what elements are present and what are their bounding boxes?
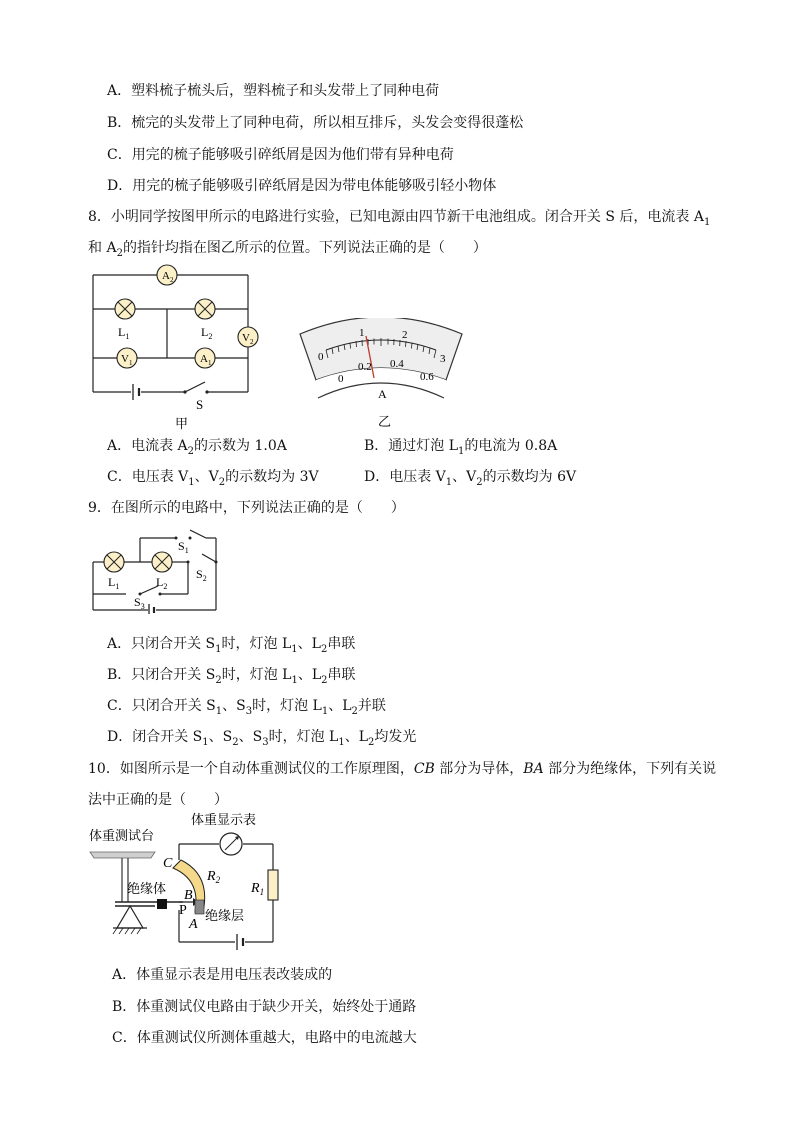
q8-option-d: D．电压表 $V_1$、$V_2$的示数均为 6V — [364, 469, 577, 488]
svg-text:0.2: 0.2 — [358, 361, 372, 373]
svg-text:0: 0 — [338, 373, 344, 385]
svg-text:V2: $V_2$ — [242, 332, 254, 346]
svg-text:0.4: 0.4 — [390, 358, 404, 370]
svg-text:0: 0 — [318, 351, 324, 363]
svg-text:体重测试台: 体重测试台 — [89, 829, 155, 844]
svg-text:S2: $S_2$ — [196, 567, 207, 583]
q10-option-a: A．体重显示表是用电压表改装成的 — [112, 967, 333, 983]
weight-display-meter-icon — [220, 833, 242, 855]
q8-option-a: A．电流表 $A_2$的示数为 1.0A — [107, 438, 287, 457]
svg-text:S3: $S_3$ — [134, 595, 145, 611]
svg-text:A: A — [189, 917, 198, 932]
voltmeter-v2-icon — [238, 327, 258, 347]
svg-text:绝缘层: 绝缘层 — [205, 909, 245, 924]
q10-stem-line1: 10．如图所示是一个自动体重测试仪的工作原理图，CB 部分为导体，BA 部分为绝缘体，下列有关说 — [88, 761, 717, 777]
svg-text:L2: $L_2$ — [201, 325, 213, 341]
q7-option-b: B．梳完的头发带上了同种电荷，所以相互排斥，头发会变得很蓬松 — [107, 115, 524, 131]
q8-ammeter-dial-yi — [296, 318, 466, 433]
svg-text:A1: $A_1$ — [200, 353, 212, 367]
svg-text:体重显示表: 体重显示表 — [191, 813, 257, 828]
q7-option-c: C．用完的梳子能够吸引碎纸屑是因为他们带有异种电荷 — [107, 147, 454, 163]
svg-text:乙: 乙 — [378, 415, 392, 430]
svg-text:绝缘体: 绝缘体 — [127, 882, 167, 897]
svg-text:V1: $V_1$ — [121, 353, 133, 367]
svg-text:R2: $R_2$ — [207, 869, 221, 885]
q10-stem-line2: 法中正确的是（ ） — [88, 792, 228, 808]
svg-text:R1: $R_1$ — [251, 881, 265, 897]
q10-option-b: B．体重测试仪电路由于缺少开关，始终处于通路 — [112, 999, 417, 1015]
svg-text:L2: $L_2$ — [156, 575, 168, 591]
svg-text:S: S — [196, 397, 204, 412]
svg-text:A2: $A_2$ — [162, 270, 174, 284]
svg-text:L1: $L_1$ — [118, 325, 130, 341]
q7-option-a: A．塑料梳子梳头后，塑料梳子和头发带上了同种电荷 — [107, 83, 440, 99]
lamp-l1-icon — [115, 299, 135, 319]
lamp-l2-icon — [152, 552, 172, 572]
svg-text:C: C — [163, 856, 173, 871]
q10-option-c: C．体重测试仪所测体重越大，电路中的电流越大 — [112, 1030, 417, 1046]
svg-text:1: 1 — [359, 327, 365, 339]
q8-stem-line2: 和 $A_2$的指针均指在图乙所示的位置。下列说法正确的是（ ） — [88, 240, 487, 259]
q8-option-b: B．通过灯泡 $L_1$的电流为 0.8A — [364, 438, 558, 457]
svg-text:0.6: 0.6 — [420, 371, 434, 383]
voltmeter-v1-icon — [117, 348, 137, 368]
q8-option-c: C．电压表 $V_1$、$V_2$的示数均为 3V — [107, 469, 319, 488]
ammeter-a2-icon — [157, 265, 177, 285]
q8-circuit-jia — [85, 262, 265, 432]
q9-stem: 9．在图所示的电路中，下列说法正确的是（ ） — [88, 500, 405, 516]
q9-option-c: C．只闭合开关 $S_1$、$S_3$时，灯泡 $L_1$、$L_2$并联 — [107, 698, 386, 717]
svg-text:2: 2 — [402, 329, 408, 341]
svg-text:甲: 甲 — [175, 417, 189, 432]
svg-text:A: A — [378, 387, 387, 401]
q8-stem-line1: 8．小明同学按图甲所示的电路进行实验，已知电源由四节新干电池组成。闭合开关 S 后，电流表 $A_1$ — [88, 209, 711, 228]
svg-text:P: P — [179, 903, 187, 918]
svg-text:B: B — [184, 888, 193, 903]
resistor-r1 — [268, 870, 278, 900]
q10-weight-tester-figure — [85, 810, 305, 960]
svg-text:3: 3 — [440, 353, 446, 365]
q7-option-d: D．用完的梳子能够吸引碎纸屑是因为带电体能够吸引轻小物体 — [107, 178, 497, 194]
lamp-l1-icon — [104, 552, 124, 572]
svg-text:S1: $S_1$ — [178, 539, 189, 555]
ammeter-a1-icon — [195, 348, 215, 368]
lamp-l2-icon — [195, 299, 215, 319]
svg-text:L1: $L_1$ — [108, 575, 120, 591]
q9-option-b: B．只闭合开关 $S_2$时，灯泡 $L_1$、$L_2$串联 — [107, 667, 356, 686]
q9-circuit — [88, 524, 228, 614]
q9-option-a: A．只闭合开关 $S_1$时，灯泡 $L_1$、$L_2$串联 — [107, 636, 356, 655]
q9-option-d: D．闭合开关 $S_1$、$S_2$、$S_3$时，灯泡 $L_1$、$L_2$均发光 — [107, 729, 417, 748]
